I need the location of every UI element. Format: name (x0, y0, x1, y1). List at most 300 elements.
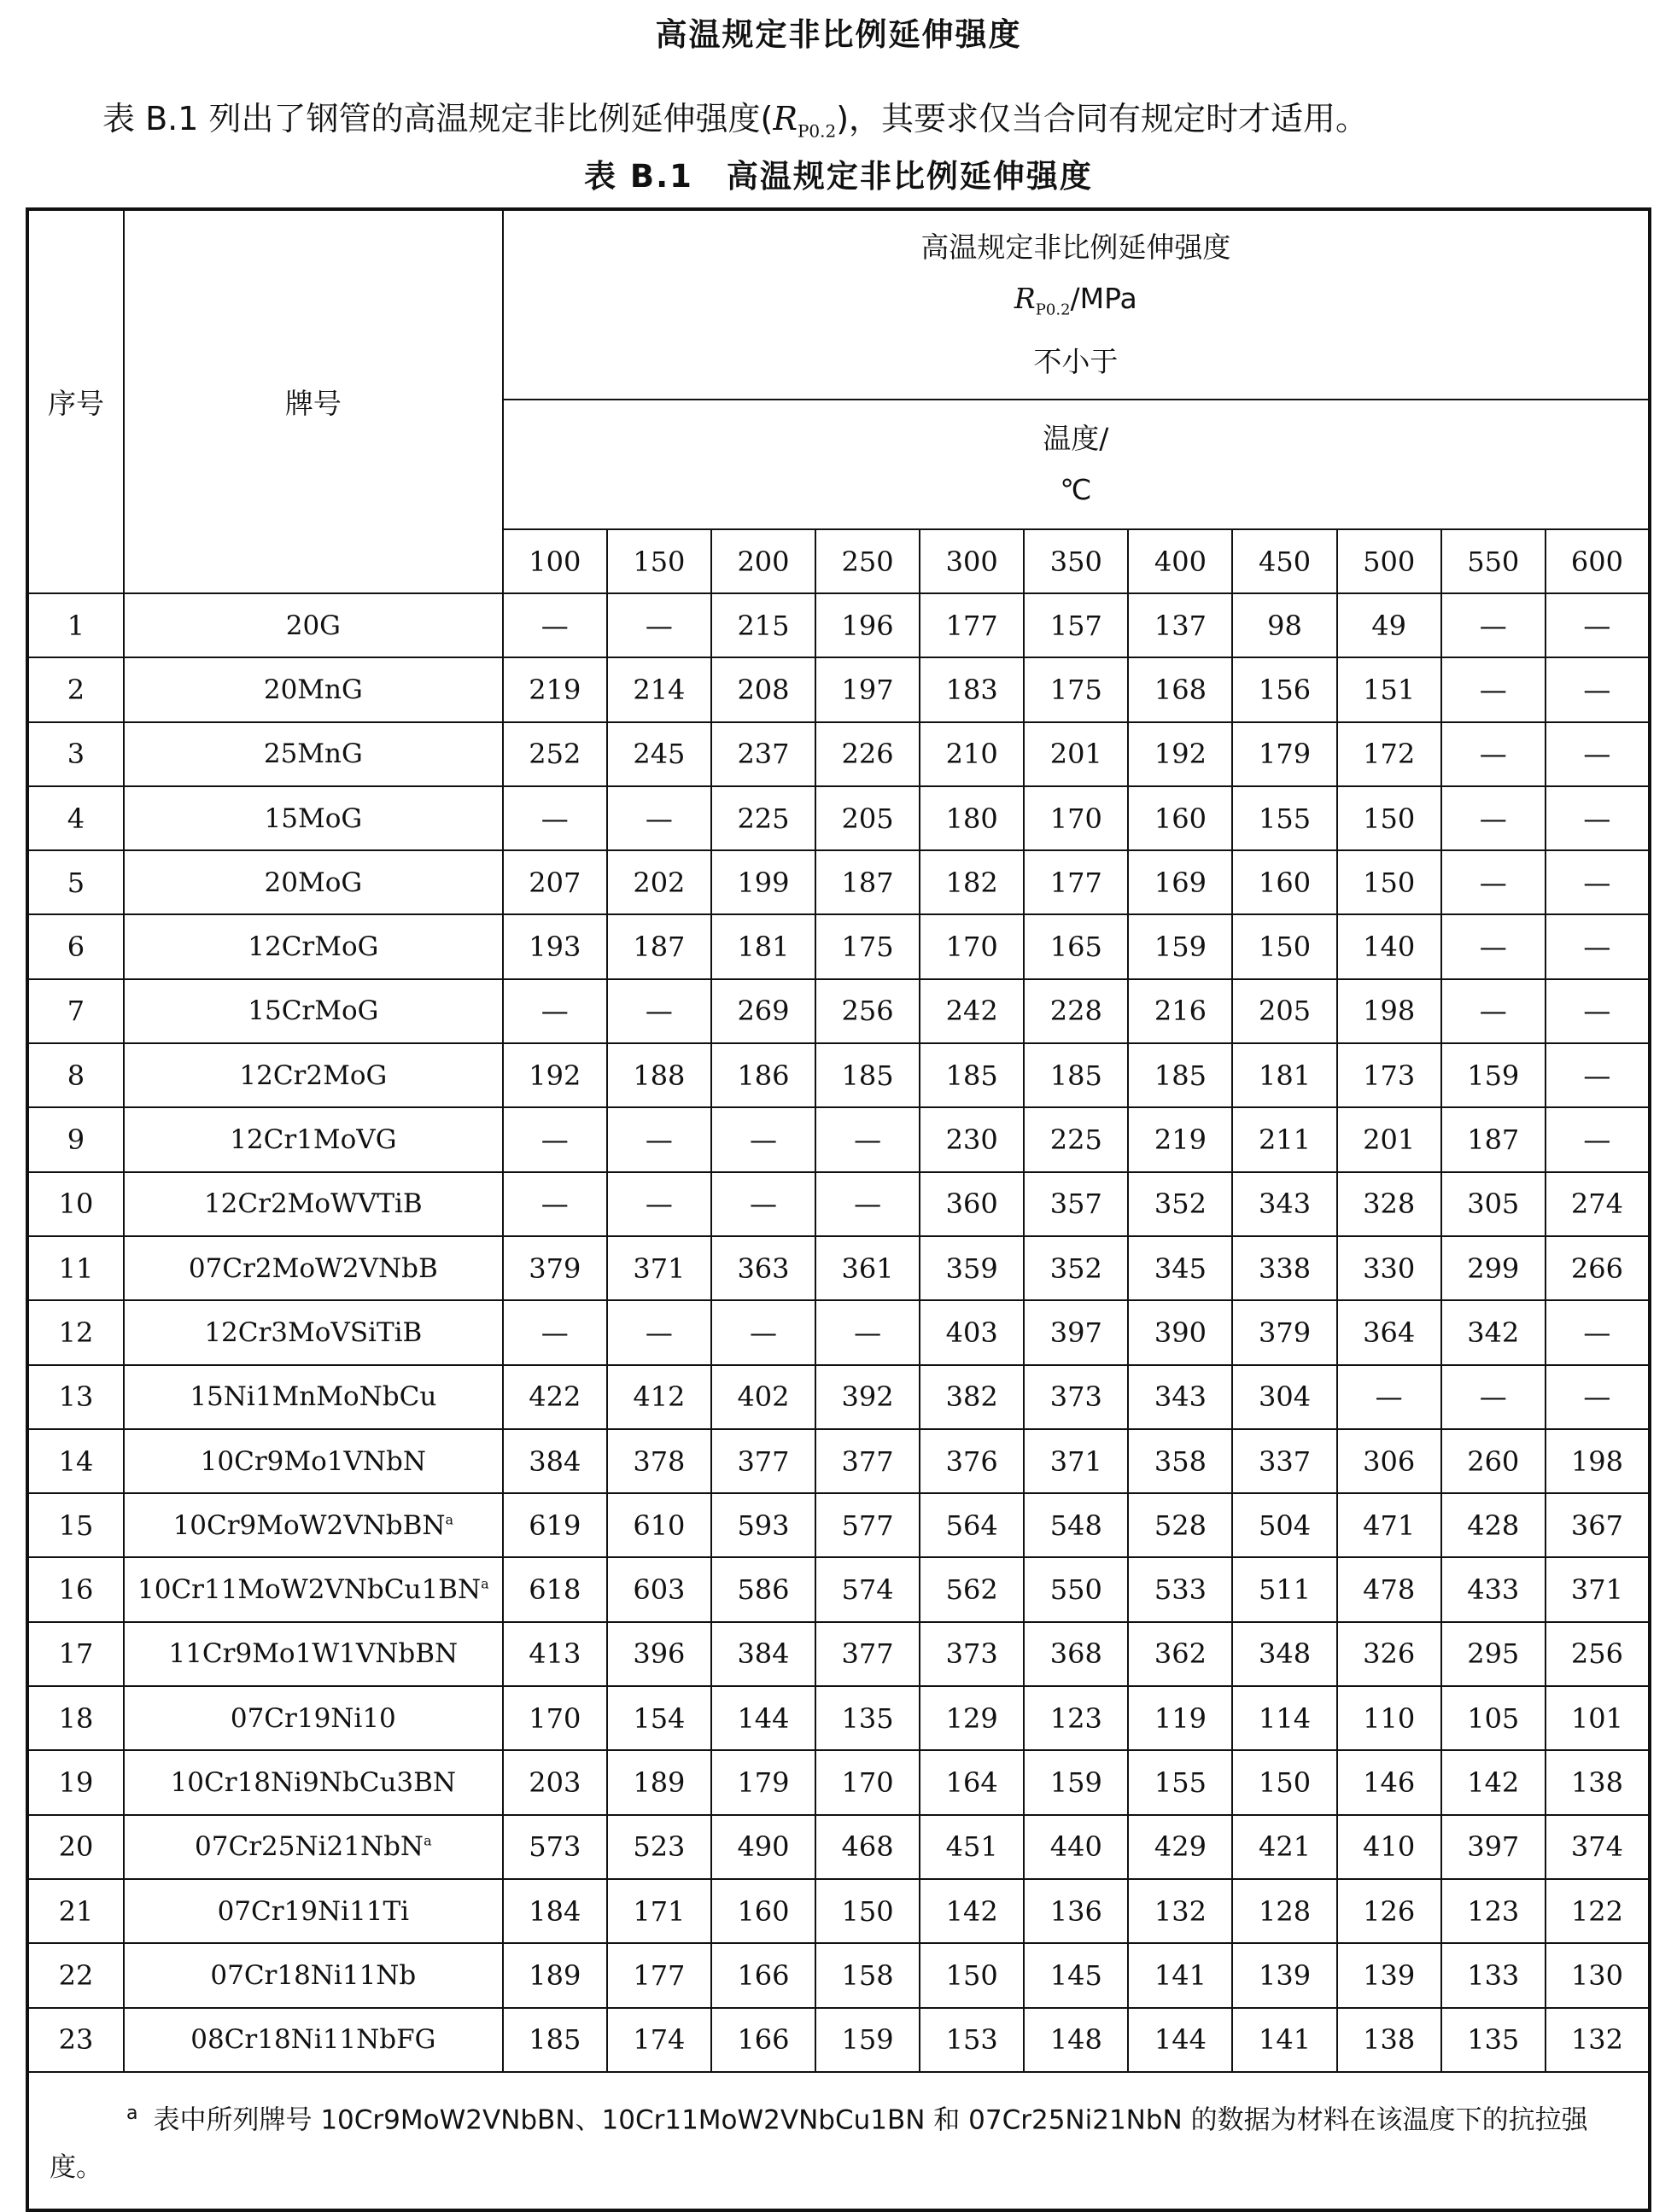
cell-grade: 12Cr3MoVSiTiB (124, 1300, 503, 1364)
cell-value: 337 (1232, 1429, 1336, 1493)
header-temp-300: 300 (920, 529, 1024, 593)
cell-value: 198 (1546, 1429, 1650, 1493)
cell-value: 373 (920, 1622, 1024, 1686)
cell-value: 237 (711, 722, 815, 786)
cell-value: 528 (1128, 1493, 1232, 1557)
footnote-row (27, 2072, 1650, 2210)
cell-value: 377 (815, 1622, 920, 1686)
cell-value: 410 (1337, 1815, 1441, 1879)
cell-value: — (607, 786, 711, 850)
cell-value: 186 (711, 1043, 815, 1107)
table-row (27, 1943, 1650, 2007)
cell-value: 172 (1337, 722, 1441, 786)
cell-value: 384 (711, 1622, 815, 1686)
cell-value: — (711, 1172, 815, 1236)
cell-value: 179 (711, 1750, 815, 1814)
header-temp-350: 350 (1024, 529, 1128, 593)
cell-value: 154 (607, 1686, 711, 1750)
cell-value: 412 (607, 1365, 711, 1429)
cell-value: 550 (1024, 1557, 1128, 1621)
cell-value: 403 (920, 1300, 1024, 1364)
cell-value: 619 (503, 1493, 607, 1557)
cell-value: — (1546, 1365, 1650, 1429)
cell-value: 148 (1024, 2008, 1128, 2072)
cell-value: 338 (1232, 1236, 1336, 1300)
cell-value: 133 (1441, 1943, 1546, 2007)
header-temp-150: 150 (607, 529, 711, 593)
cell-value: — (1546, 786, 1650, 850)
table-row (27, 593, 1650, 657)
cell-seq: 14 (27, 1429, 124, 1493)
cell-grade: 20MoG (124, 850, 503, 914)
cell-grade: 12Cr2MoWVTiB (124, 1172, 503, 1236)
cell-grade: 10Cr18Ni9NbCu3BN (124, 1750, 503, 1814)
cell-value: 226 (815, 722, 920, 786)
cell-value: 185 (815, 1043, 920, 1107)
cell-value: 577 (815, 1493, 920, 1557)
cell-grade: 20MnG (124, 657, 503, 721)
intro-before: 表 B.1 列出了钢管的高温规定非比例延伸强度( (102, 100, 774, 137)
cell-value: 574 (815, 1557, 920, 1621)
cell-value: 150 (1337, 850, 1441, 914)
cell-value: 343 (1232, 1172, 1336, 1236)
cell-value: 138 (1546, 1750, 1650, 1814)
cell-value: 306 (1337, 1429, 1441, 1493)
cell-value: 328 (1337, 1172, 1441, 1236)
cell-value: 192 (1128, 722, 1232, 786)
cell-value: 174 (607, 2008, 711, 2072)
cell-value: 187 (1441, 1107, 1546, 1171)
cell-seq: 11 (27, 1236, 124, 1300)
cell-value: 130 (1546, 1943, 1650, 2007)
header-temp-550: 550 (1441, 529, 1546, 593)
cell-value: 471 (1337, 1493, 1441, 1557)
cell-seq: 9 (27, 1107, 124, 1171)
table-row (27, 1493, 1650, 1557)
table-footnote (27, 2072, 1650, 2210)
cell-value: 136 (1024, 1879, 1128, 1943)
cell-value: 413 (503, 1622, 607, 1686)
cell-value: 618 (503, 1557, 607, 1621)
cell-grade: 11Cr9Mo1W1VNbBN (124, 1622, 503, 1686)
cell-value: — (503, 1172, 607, 1236)
cell-value: 201 (1337, 1107, 1441, 1171)
table-row (27, 1686, 1650, 1750)
cell-value: 170 (503, 1686, 607, 1750)
cell-value: — (607, 979, 711, 1043)
cell-value: 156 (1232, 657, 1336, 721)
cell-seq: 8 (27, 1043, 124, 1107)
cell-value: 376 (920, 1429, 1024, 1493)
cell-value: 305 (1441, 1172, 1546, 1236)
cell-value: 362 (1128, 1622, 1232, 1686)
header-temp-100: 100 (503, 529, 607, 593)
cell-value: 266 (1546, 1236, 1650, 1300)
cell-seq: 23 (27, 2008, 124, 2072)
table-row (27, 1365, 1650, 1429)
cell-value: 150 (1337, 786, 1441, 850)
cell-value: — (1546, 657, 1650, 721)
cell-value: 378 (607, 1429, 711, 1493)
cell-seq: 18 (27, 1686, 124, 1750)
cell-value: 128 (1232, 1879, 1336, 1943)
cell-value: — (1441, 722, 1546, 786)
header-temp-600: 600 (1546, 529, 1650, 593)
table-row (27, 1300, 1650, 1364)
cell-value: — (1546, 1300, 1650, 1364)
cell-value: 360 (920, 1172, 1024, 1236)
cell-value: 593 (711, 1493, 815, 1557)
cell-value: 145 (1024, 1943, 1128, 2007)
header-strength-subscript: P0.2 (1035, 301, 1071, 319)
cell-value: 358 (1128, 1429, 1232, 1493)
cell-value: 198 (1337, 979, 1441, 1043)
table-row (27, 1750, 1650, 1814)
cell-value: 371 (1546, 1557, 1650, 1621)
table-row (27, 1107, 1650, 1171)
table-row (27, 1622, 1650, 1686)
cell-value: 207 (503, 850, 607, 914)
cell-grade: 25MnG (124, 722, 503, 786)
cell-value: 205 (1232, 979, 1336, 1043)
cell-value: 181 (711, 914, 815, 978)
cell-value: 141 (1232, 2008, 1336, 2072)
cell-value: 252 (503, 722, 607, 786)
cell-value: 397 (1024, 1300, 1128, 1364)
cell-value: 371 (1024, 1429, 1128, 1493)
cell-value: 256 (1546, 1622, 1650, 1686)
cell-value: 173 (1337, 1043, 1441, 1107)
cell-value: 330 (1337, 1236, 1441, 1300)
cell-value: 164 (920, 1750, 1024, 1814)
cell-value: 187 (607, 914, 711, 978)
cell-value: 150 (1232, 1750, 1336, 1814)
cell-value: — (1441, 850, 1546, 914)
cell-value: 377 (815, 1429, 920, 1493)
header-strength (503, 209, 1650, 400)
table-row (27, 914, 1650, 978)
cell-seq: 1 (27, 593, 124, 657)
cell-value: 451 (920, 1815, 1024, 1879)
cell-grade: $10Cr11MoW2VNbCu1BN^a$ (124, 1557, 503, 1621)
cell-seq: 13 (27, 1365, 124, 1429)
footnote-marker: a (424, 1832, 432, 1849)
cell-value: 132 (1546, 2008, 1650, 2072)
header-temp-200: 200 (711, 529, 815, 593)
cell-value: 210 (920, 722, 1024, 786)
intro-after: )，其要求仅当合同有规定时才适用。 (836, 100, 1369, 137)
cell-value: 382 (920, 1365, 1024, 1429)
cell-value: 390 (1128, 1300, 1232, 1364)
cell-grade: 07Cr2MoW2VNbB (124, 1236, 503, 1300)
cell-value: 504 (1232, 1493, 1336, 1557)
cell-value: 610 (607, 1493, 711, 1557)
cell-seq: 10 (27, 1172, 124, 1236)
cell-value: 180 (920, 786, 1024, 850)
cell-value: 155 (1232, 786, 1336, 850)
cell-value: 202 (607, 850, 711, 914)
cell-value: 478 (1337, 1557, 1441, 1621)
cell-value: — (1546, 593, 1650, 657)
cell-value: — (1546, 850, 1650, 914)
cell-seq: 21 (27, 1879, 124, 1943)
table-caption: 表 B.1 高温规定非比例延伸强度 (584, 158, 1093, 195)
cell-value: 160 (711, 1879, 815, 1943)
table-row (27, 1879, 1650, 1943)
cell-value: — (711, 1107, 815, 1171)
cell-value: 159 (815, 2008, 920, 2072)
table-row (27, 786, 1650, 850)
cell-value: 187 (815, 850, 920, 914)
table-row (27, 1043, 1650, 1107)
cell-value: 422 (503, 1365, 607, 1429)
cell-value: 139 (1337, 1943, 1441, 2007)
cell-value: 304 (1232, 1365, 1336, 1429)
cell-value: 511 (1232, 1557, 1336, 1621)
table-row (27, 1172, 1650, 1236)
cell-value: — (503, 1300, 607, 1364)
strength-table (26, 207, 1651, 2212)
cell-grade: 12CrMoG (124, 914, 503, 978)
cell-seq: 6 (27, 914, 124, 978)
header-grade: 牌号 (124, 209, 503, 593)
cell-value: 179 (1232, 722, 1336, 786)
cell-value: 105 (1441, 1686, 1546, 1750)
cell-value: 177 (607, 1943, 711, 2007)
cell-value: 215 (711, 593, 815, 657)
header-temperature-label: 温度/ (1043, 422, 1109, 455)
cell-value: 185 (1024, 1043, 1128, 1107)
cell-value: — (1337, 1365, 1441, 1429)
cell-value: 135 (815, 1686, 920, 1750)
table-row (27, 2008, 1650, 2072)
cell-grade: 15Ni1MnMoNbCu (124, 1365, 503, 1429)
cell-value: 122 (1546, 1879, 1650, 1943)
cell-value: 177 (920, 593, 1024, 657)
cell-value: 396 (607, 1622, 711, 1686)
cell-seq: 7 (27, 979, 124, 1043)
cell-value: 158 (815, 1943, 920, 2007)
table-row (27, 722, 1650, 786)
cell-value: 142 (920, 1879, 1024, 1943)
table-row (27, 1236, 1650, 1300)
table-row (27, 1815, 1650, 1879)
cell-grade: 07Cr19Ni11Ti (124, 1879, 503, 1943)
cell-value: 110 (1337, 1686, 1441, 1750)
cell-value: 114 (1232, 1686, 1336, 1750)
cell-seq: 4 (27, 786, 124, 850)
cell-value: 170 (1024, 786, 1128, 850)
cell-seq: 22 (27, 1943, 124, 2007)
cell-value: 126 (1337, 1879, 1441, 1943)
cell-value: 157 (1024, 593, 1128, 657)
cell-grade: 12Cr2MoG (124, 1043, 503, 1107)
header-row-strength (27, 209, 1650, 400)
cell-seq: 5 (27, 850, 124, 914)
table-row (27, 1557, 1650, 1621)
cell-value: 359 (920, 1236, 1024, 1300)
cell-value: 203 (503, 1750, 607, 1814)
cell-value: 132 (1128, 1879, 1232, 1943)
cell-grade: 10Cr9Mo1VNbN (124, 1429, 503, 1493)
cell-value: 189 (503, 1943, 607, 2007)
intro-subscript: P0.2 (797, 120, 837, 142)
cell-seq: 12 (27, 1300, 124, 1364)
cell-value: 151 (1337, 657, 1441, 721)
cell-value: 214 (607, 657, 711, 721)
cell-value: 169 (1128, 850, 1232, 914)
cell-value: — (1441, 657, 1546, 721)
cell-seq: 17 (27, 1622, 124, 1686)
header-temp-250: 250 (815, 529, 920, 593)
cell-value: 269 (711, 979, 815, 1043)
cell-value: 433 (1441, 1557, 1546, 1621)
cell-value: 150 (1232, 914, 1336, 978)
cell-value: 139 (1232, 1943, 1336, 2007)
cell-value: — (1441, 914, 1546, 978)
cell-value: 159 (1024, 1750, 1128, 1814)
cell-value: 166 (711, 2008, 815, 2072)
cell-value: 371 (607, 1236, 711, 1300)
cell-grade: 07Cr25Ni21NbN$^a$ (124, 1815, 503, 1879)
cell-value: 155 (1128, 1750, 1232, 1814)
cell-value: — (815, 1107, 920, 1171)
cell-value: 138 (1337, 2008, 1441, 2072)
header-strength-title: 高温规定非比例延伸强度 (920, 231, 1231, 265)
cell-value: 363 (711, 1236, 815, 1300)
cell-value: 429 (1128, 1815, 1232, 1879)
cell-value: 230 (920, 1107, 1024, 1171)
cell-grade: 15CrMoG (124, 979, 503, 1043)
cell-value: 440 (1024, 1815, 1128, 1879)
footnote-marker: a (126, 2102, 138, 2124)
cell-value: 150 (815, 1879, 920, 1943)
cell-value: 379 (1232, 1300, 1336, 1364)
cell-value: 182 (920, 850, 1024, 914)
cell-value: — (1546, 914, 1650, 978)
cell-value: 98 (1232, 593, 1336, 657)
header-strength-min: 不小于 (1033, 344, 1119, 378)
cell-grade: 10Cr9MoW2VNbBN$^a$ (124, 1493, 503, 1557)
table-body (27, 209, 1650, 2210)
cell-value: 219 (503, 657, 607, 721)
cell-value: 142 (1441, 1750, 1546, 1814)
header-temp-400: 400 (1128, 529, 1232, 593)
cell-value: 201 (1024, 722, 1128, 786)
cell-value: — (1546, 1043, 1650, 1107)
cell-value: — (607, 1172, 711, 1236)
cell-value: 345 (1128, 1236, 1232, 1300)
cell-value: 343 (1128, 1365, 1232, 1429)
cell-value: 421 (1232, 1815, 1336, 1879)
cell-value: 146 (1337, 1750, 1441, 1814)
cell-value: 342 (1441, 1300, 1546, 1364)
header-temperature (503, 400, 1650, 529)
cell-value: 352 (1024, 1236, 1128, 1300)
intro-symbol: $R_{P0.2}$ (773, 100, 837, 142)
cell-value: — (503, 593, 607, 657)
cell-value: 361 (815, 1236, 920, 1300)
cell-value: 274 (1546, 1172, 1650, 1236)
cell-value: 196 (815, 593, 920, 657)
cell-value: 123 (1441, 1879, 1546, 1943)
cell-value: 357 (1024, 1172, 1128, 1236)
cell-value: 192 (503, 1043, 607, 1107)
header-seq: 序号 (27, 209, 124, 593)
footnote-marker: a (481, 1575, 489, 1592)
cell-value: 603 (607, 1557, 711, 1621)
cell-value: 49 (1337, 593, 1441, 657)
intro-paragraph (102, 92, 1368, 142)
cell-value: 170 (920, 914, 1024, 978)
footnote-marker: a (445, 1511, 454, 1528)
cell-seq: 2 (27, 657, 124, 721)
cell-seq: 19 (27, 1750, 124, 1814)
header-strength-unit: /MPa (1070, 282, 1137, 316)
cell-value: 564 (920, 1493, 1024, 1557)
cell-value: 185 (1128, 1043, 1232, 1107)
cell-value: 299 (1441, 1236, 1546, 1300)
cell-grade: 08Cr18Ni11NbFG (124, 2008, 503, 2072)
cell-value: — (607, 593, 711, 657)
cell-value: 137 (1128, 593, 1232, 657)
cell-value: 189 (607, 1750, 711, 1814)
cell-value: 548 (1024, 1493, 1128, 1557)
cell-value: 208 (711, 657, 815, 721)
cell-value: — (1546, 979, 1650, 1043)
table-row (27, 657, 1650, 721)
cell-value: 199 (711, 850, 815, 914)
cell-value: 225 (711, 786, 815, 850)
cell-value: 364 (1337, 1300, 1441, 1364)
cell-value: — (1441, 786, 1546, 850)
header-temperature-unit: ℃ (1060, 473, 1092, 506)
cell-value: 367 (1546, 1493, 1650, 1557)
cell-value: 168 (1128, 657, 1232, 721)
cell-value: 153 (920, 2008, 1024, 2072)
cell-value: 368 (1024, 1622, 1128, 1686)
table-row (27, 850, 1650, 914)
cell-value: 562 (920, 1557, 1024, 1621)
cell-value: 159 (1128, 914, 1232, 978)
cell-value: 245 (607, 722, 711, 786)
cell-value: 468 (815, 1815, 920, 1879)
cell-value: — (1441, 593, 1546, 657)
cell-value: — (1441, 979, 1546, 1043)
cell-value: 185 (920, 1043, 1024, 1107)
cell-grade: 12Cr1MoVG (124, 1107, 503, 1171)
cell-seq: 3 (27, 722, 124, 786)
table-row (27, 979, 1650, 1043)
cell-value: 260 (1441, 1429, 1546, 1493)
cell-value: 348 (1232, 1622, 1336, 1686)
cell-value: 384 (503, 1429, 607, 1493)
cell-value: 193 (503, 914, 607, 978)
cell-value: 326 (1337, 1622, 1441, 1686)
cell-value: 175 (1024, 657, 1128, 721)
cell-value: 490 (711, 1815, 815, 1879)
cell-value: 175 (815, 914, 920, 978)
table-row (27, 1429, 1650, 1493)
cell-value: — (607, 1107, 711, 1171)
cell-value: 256 (815, 979, 920, 1043)
cell-value: — (815, 1172, 920, 1236)
cell-value: 533 (1128, 1557, 1232, 1621)
header-temp-450: 450 (1232, 529, 1336, 593)
cell-value: 197 (815, 657, 920, 721)
cell-value: 392 (815, 1365, 920, 1429)
header-strength-symbol-line: $R_{P0.2}$/MPa (1014, 282, 1137, 319)
